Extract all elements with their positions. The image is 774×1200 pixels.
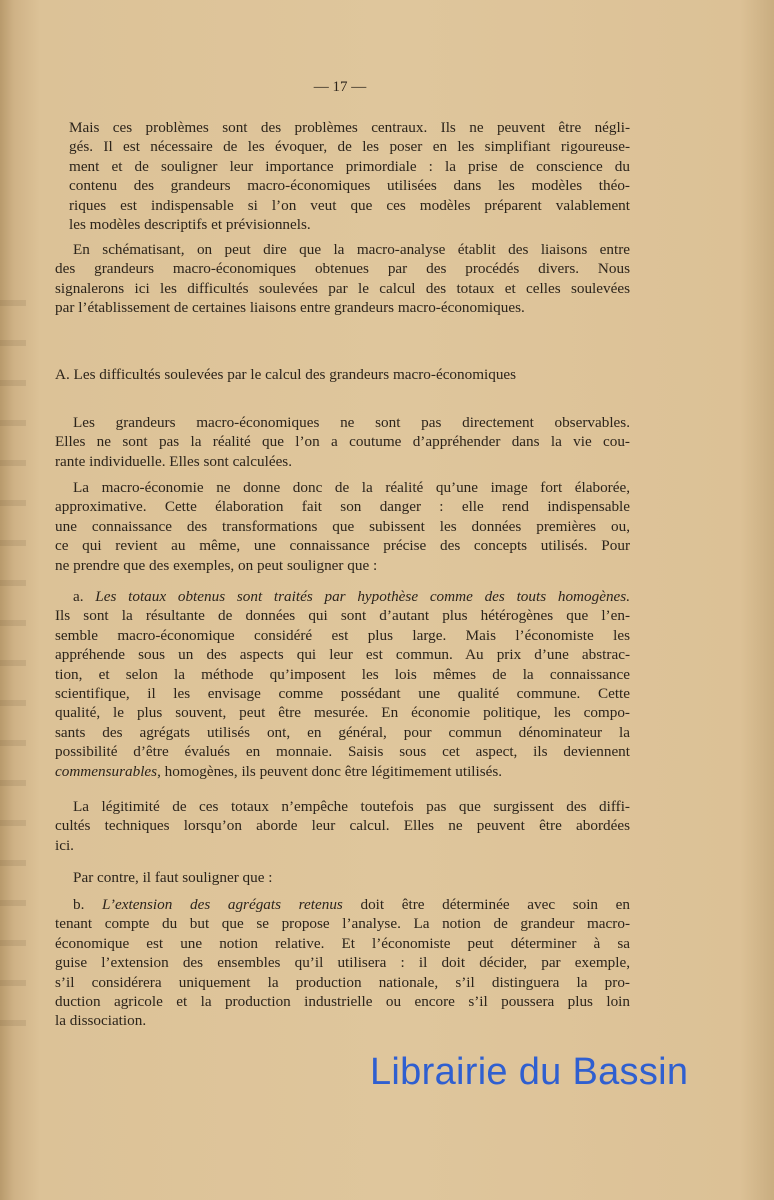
text-line: possibilité d’être évalués en monnaie. Saisis sous cet aspect, ils deviennent <box>55 743 630 761</box>
text-line: riques est indispensable si l’on veut que ces modèles préparent valablement <box>69 196 630 214</box>
text-line: tion, et selon la méthode qu’imposent les lois mêmes de la connaissance <box>55 665 630 683</box>
text-line: signalerons ici les difficultés soulevées par le calcul des totaux et celles soulevées <box>55 279 630 297</box>
paragraph <box>55 895 630 1031</box>
text-line: ici. <box>55 836 74 854</box>
text-line: qualité, le plus souvent, peut être mesurée. En économie politique, les compo- <box>55 704 630 722</box>
paragraph <box>55 868 630 887</box>
text-line: Par contre, il faut souligner que : <box>73 869 273 886</box>
text-line: semble macro-économique considéré est plus large. Mais l’économiste les <box>55 626 630 644</box>
text-line: commensurables, homogènes, ils peuvent donc être légitimement utilisés. <box>55 762 503 780</box>
text-line: par l’établissement de certaines liaisons entre grandeurs macro-économiques. <box>55 299 525 317</box>
text-line: une connaissance des transformations que subissent les données premières ou, <box>55 517 630 535</box>
paragraph <box>55 118 630 234</box>
paragraph <box>55 413 630 471</box>
paragraph <box>55 240 630 318</box>
paragraph <box>55 797 630 855</box>
text-line: En schématisant, on peut dire que la macro-analyse établit des liaisons entre <box>73 241 630 258</box>
text-line: appréhende sous un des aspects qui leur est commun. Au prix d’une abstrac- <box>55 646 630 664</box>
text-line: b. L’extension des agrégats retenus doit être déterminée avec soin en <box>73 896 631 913</box>
text-line: approximative. Cette élaboration fait son danger : elle rend indispensable <box>55 498 630 516</box>
text-line: scientifique, il les envisage comme possédant une qualité commune. Cette <box>55 685 630 703</box>
text-line: guise l’extension des ensembles qu’il utilisera : il doit décider, par exemple, <box>55 954 630 972</box>
text-line: la dissociation. <box>55 1012 147 1030</box>
text-line: cultés techniques lorsqu’on aborde leur calcul. Elles ne peuvent être abordées <box>55 817 630 835</box>
text-line: Elles ne sont pas la réalité que l’on a coutume d’appréhender dans la vie cou- <box>55 433 630 451</box>
text-line: tenant compte du but que se propose l’analyse. La notion de grandeur macro- <box>55 915 630 933</box>
text-line: ment et de souligner leur importance primordiale : la prise de conscience du <box>69 157 630 175</box>
text-line: rante individuelle. Elles sont calculées. <box>55 452 293 470</box>
text-line: La légitimité de ces totaux n’empêche toutefois pas que surgissent des diffi- <box>73 798 630 815</box>
text-line: Ils sont la résultante de données qui sont d’autant plus hétérogènes que l’en- <box>55 607 630 625</box>
text-line: les modèles descriptifs et prévisionnels. <box>69 216 311 234</box>
text-line: contenu des grandeurs macro-économiques utilisées dans les modèles théo- <box>69 177 630 195</box>
section-heading: A. Les difficultés soulevées par le calcul des grandeurs macro-économiques <box>55 366 517 383</box>
text-line: s’il considérera uniquement la production nationale, s’il distinguera la pro- <box>55 973 630 991</box>
text-line: des grandeurs macro-économiques obtenues par des procédés divers. Nous <box>55 260 630 278</box>
text-line: économique est une notion relative. Et l’économiste peut déterminer à sa <box>55 934 630 952</box>
text-line: La macro-économie ne donne donc de la réalité qu’une image fort élaborée, <box>73 479 630 496</box>
page-edge-stain <box>0 300 26 1050</box>
text-line: ne prendre que des exemples, on peut souligner que : <box>55 556 378 574</box>
paragraph <box>55 478 630 575</box>
text-line: a. Les totaux obtenus sont traités par hypothèse comme des touts homogènes. <box>73 588 630 605</box>
text-line: Les grandeurs macro-économiques ne sont pas directement observables. <box>73 414 630 431</box>
text-line: gés. Il est nécessaire de les évoquer, de les poser en les simplifiant rigoureuse- <box>69 138 630 156</box>
page-number: — 17 — <box>313 79 367 95</box>
watermark: Librairie du Bassin <box>370 1051 689 1093</box>
text-line: sants des agrégats utilisés ont, en général, pour commun dénominateur la <box>55 723 630 741</box>
text-line: ce qui revient au même, une connaissance précise des concepts utilisés. Pour <box>55 537 630 555</box>
text-line: duction agricole et la production industrielle ou encore s’il poussera plus loin <box>55 993 630 1011</box>
paragraph <box>55 587 630 781</box>
text-line: Mais ces problèmes sont des problèmes centraux. Ils ne peuvent être négli- <box>69 119 630 136</box>
